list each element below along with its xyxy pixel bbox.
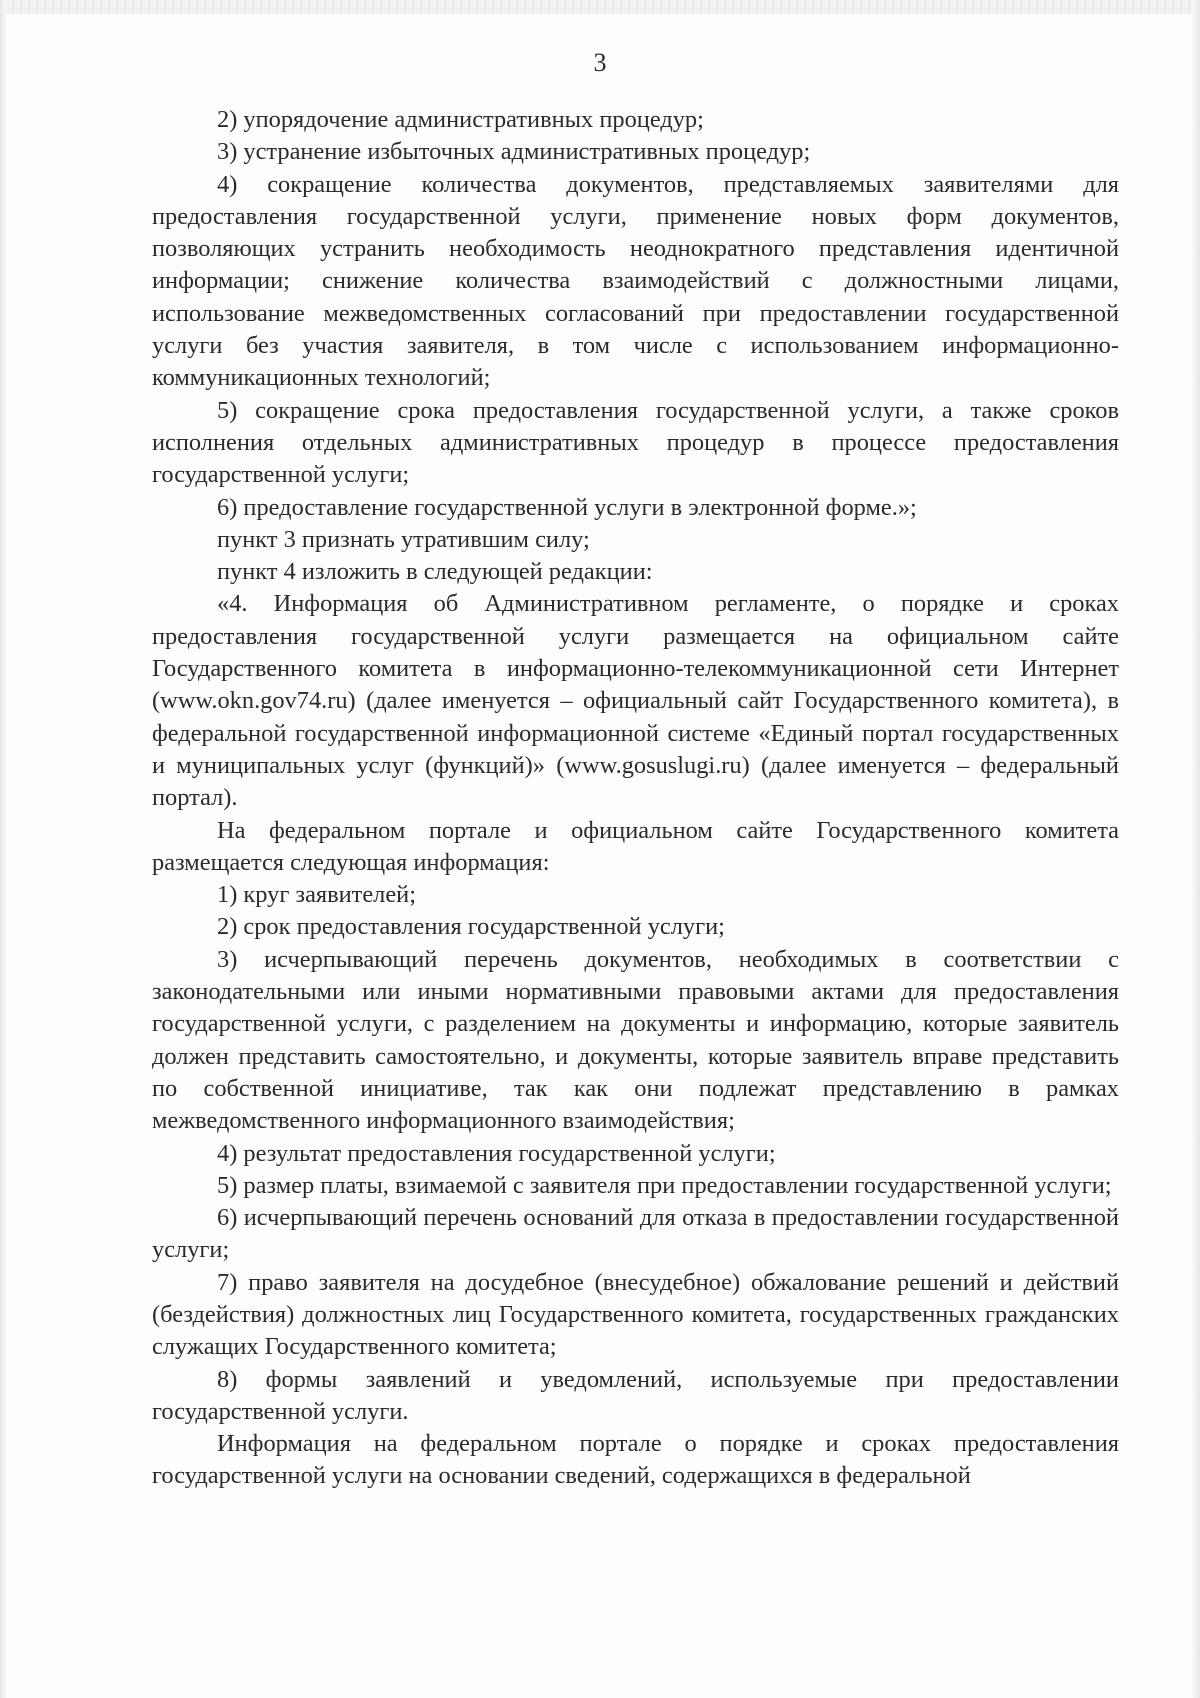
paragraph: 6) исчерпывающий перечень оснований для отказа в предоставлении государственной услуги; [152,1204,1119,1264]
paragraph: Информация на федеральном портале о порядке и сроках предоставления государственной услуги на основании сведений, содержащихся в федеральной [152,1430,1119,1490]
paragraph: 5) размер платы, взимаемой с заявителя при предоставлении государственной услуги; [217,1171,1112,1199]
paragraph: 2) упорядочение административных процедур; [217,106,704,133]
scan-edge-top [0,0,1200,14]
paragraph: 2) срок предоставления государственной услуги; [217,913,725,941]
paragraph: 4) сокращение количества документов, представляемых заявителями для предоставления государственной услуги, применение новых форм документов, позволяющих устранить необходимость неоднократного представления идентичной информации; снижение количества взаимодействий с должностными лицами, использование межведомственных согласований при предоставлении государственной услуги без участия заявителя, в том числе с использованием информационно-коммуникационных технологий; [152,170,1119,392]
paragraph: 1) круг заявителей; [217,881,416,909]
page-number: 3 [593,48,607,77]
paragraph: 8) формы заявлений и уведомлений, используемые при предоставлении государственной услуги. [152,1365,1119,1425]
paragraph: пункт 3 признать утратившим силу; [217,525,590,553]
paragraph: 6) предоставление государственной услуги в электронной форме.»; [217,493,917,521]
paragraph: 5) сокращение срока предоставления государственной услуги, а также сроков исполнения отдельных административных процедур в процессе предоставления государственной услуги; [152,396,1119,489]
paragraph: «4. Информация об Административном регламенте, о порядке и сроках предоставления государственной услуги размещается на официальном сайте Государственного комитета в информационно-телекоммуникационной сети Интернет (www.okn.gov74.ru) (далее именуется – официальный сайт Государственного комитета), в федеральной государственной информационной системе «Единый портал государственных и муниципальных услуг (функций)» (www.gosuslugi.ru) (далее именуется – федеральный портал). [152,590,1119,812]
paragraph: 4) результат предоставления государственной услуги; [217,1139,776,1167]
paragraph: На федеральном портале и официальном сайте Государственного комитета размещается следующая информация: [152,816,1119,876]
paragraph: 3) устранение избыточных административных процедур; [217,138,811,166]
scan-edge-right [1192,0,1200,1698]
paragraph: 3) исчерпывающий перечень документов, необходимых в соответствии с законодательными или иными нормативными правовыми актами для предоставления государственной услуги, с разделением на документы и информацию, которые заявитель должен представить самостоятельно, и документы, которые заявитель вправе представить по собственной инициативе, так как они подлежат представлению в рамках межведомственного информационного взаимодействия; [152,945,1119,1135]
document-body [152,104,1119,1493]
paragraph: 7) право заявителя на досудебное (внесудебное) обжалование решений и действий (бездействия) должностных лиц Государственного комитета, государственных гражданских служащих Государственного комитета; [152,1268,1119,1361]
scan-edge-left [0,0,6,1698]
paragraph: пункт 4 изложить в следующей редакции: [217,558,653,586]
